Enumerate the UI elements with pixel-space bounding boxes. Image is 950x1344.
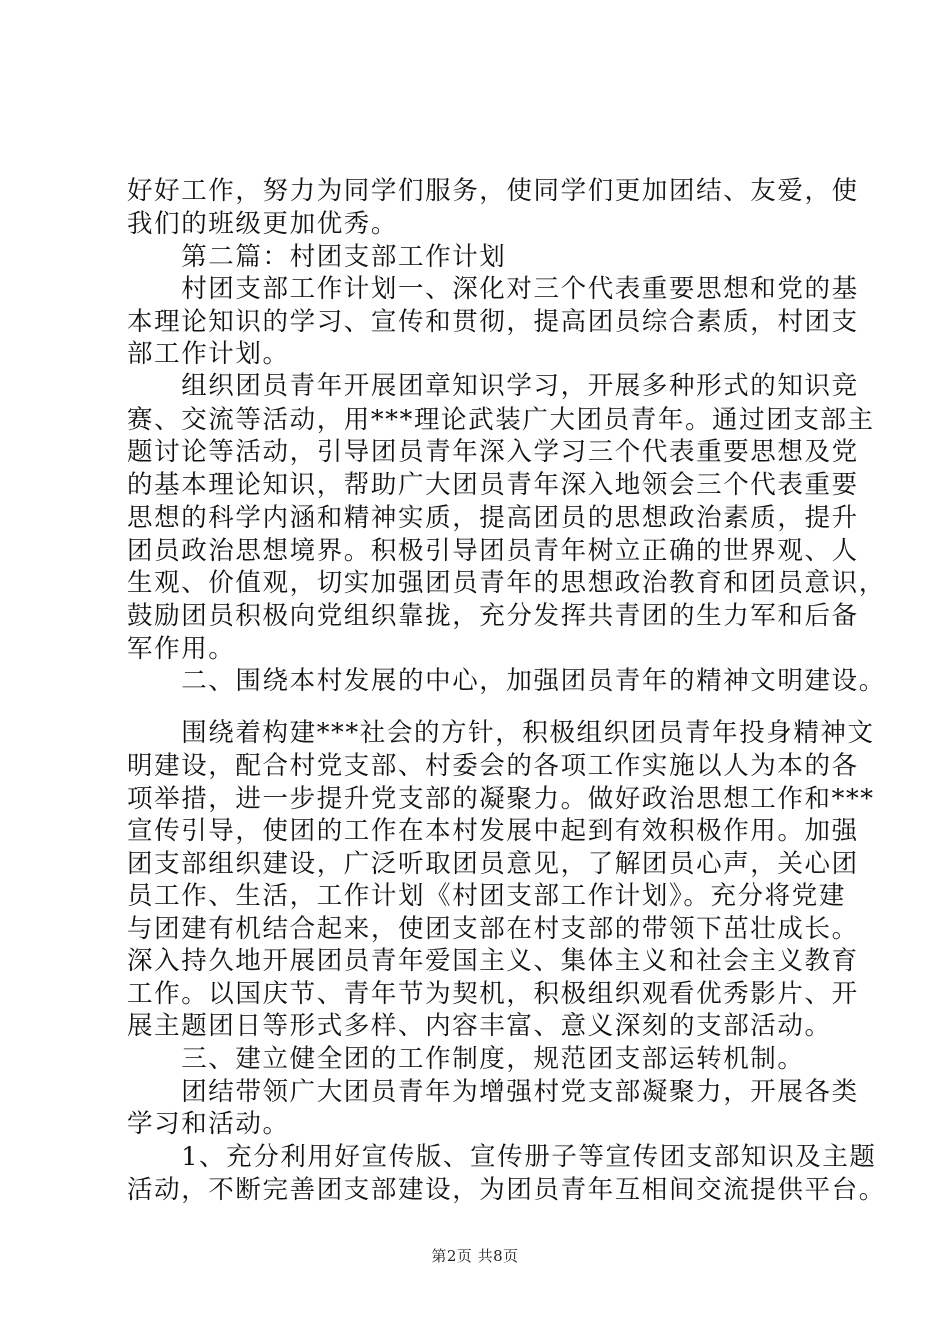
text-line: 1、充分利用好宣传版、宣传册子等宣传团支部知识及主题 (127, 1142, 877, 1172)
text-line: 军作用。 (127, 634, 236, 664)
text-line: 村团支部工作计划一、深化对三个代表重要思想和党的基 (127, 274, 859, 304)
text-line: 工作。以国庆节、青年节为契机，积极组织观看优秀影片、开 (127, 979, 859, 1009)
text-line: 宣传引导，使团的工作在本村发展中起到有效积极作用。加强 (127, 816, 859, 846)
text-line: 展主题团日等形式多样、内容丰富、意义深刻的支部活动。 (127, 1011, 832, 1041)
text-line: 活动，不断完善团支部建设，为团员青年互相间交流提供平台。 (127, 1175, 886, 1205)
page-number-footer: 第2页 共8页 (431, 1247, 519, 1265)
text-line: 学习和活动。 (127, 1109, 290, 1139)
text-line: 题讨论等活动，引导团员青年深入学习三个代表重要思想及党 (127, 437, 859, 467)
text-line: 鼓励团员积极向党组织靠拢，充分发挥共青团的生力军和后备 (127, 601, 859, 631)
section-heading: 第二篇：村团支部工作计划 (127, 242, 507, 272)
text-line: 员工作、生活，工作计划《村团支部工作计划》。充分将党建 (127, 881, 846, 911)
text-line: 项举措，进一步提升党支部的凝聚力。做好政治思想工作和*** (127, 784, 875, 814)
text-line: 组织团员青年开展团章知识学习，开展多种形式的知识竞 (127, 371, 859, 401)
text-line: 赛、交流等活动，用***理论武装广大团员青年。通过团支部主 (127, 405, 875, 435)
text-line: 深入持久地开展团员青年爱国主义、集体主义和社会主义教育 (127, 946, 859, 976)
text-line: 团员政治思想境界。积极引导团员青年树立正确的世界观、人 (127, 536, 859, 566)
text-line: 团支部组织建设，广泛听取团员意见，了解团员心声，关心团 (127, 849, 859, 879)
text-line: 与团建有机结合起来，使团支部在村支部的带领下茁壮成长。 (127, 914, 859, 944)
text-line: 团结带领广大团员青年为增强村党支部凝聚力，开展各类 (127, 1077, 859, 1107)
text-line: 思想的科学内涵和精神实质，提高团员的思想政治素质，提升 (127, 503, 859, 533)
text-line: 明建设，配合村党支部、村委会的各项工作实施以人为本的各 (127, 751, 859, 781)
text-line: 好好工作，努力为同学们服务，使同学们更加团结、友爱，使 (127, 176, 859, 206)
text-line: 二、围绕本村发展的中心，加强团员青年的精神文明建设。 (127, 666, 886, 696)
text-line: 生观、价值观，切实加强团员青年的思想政治教育和团员意识， (127, 568, 886, 598)
text-line: 的基本理论知识，帮助广大团员青年深入地领会三个代表重要 (127, 470, 859, 500)
text-line: 本理论知识的学习、宣传和贯彻，提高团员综合素质，村团支 (127, 307, 859, 337)
text-line: 三、建立健全团的工作制度，规范团支部运转机制。 (127, 1044, 805, 1074)
text-line: 围绕着构建***社会的方针，积极组织团员青年投身精神文 (127, 718, 875, 748)
text-line: 部工作计划。 (127, 339, 290, 369)
text-line: 我们的班级更加优秀。 (127, 209, 399, 239)
